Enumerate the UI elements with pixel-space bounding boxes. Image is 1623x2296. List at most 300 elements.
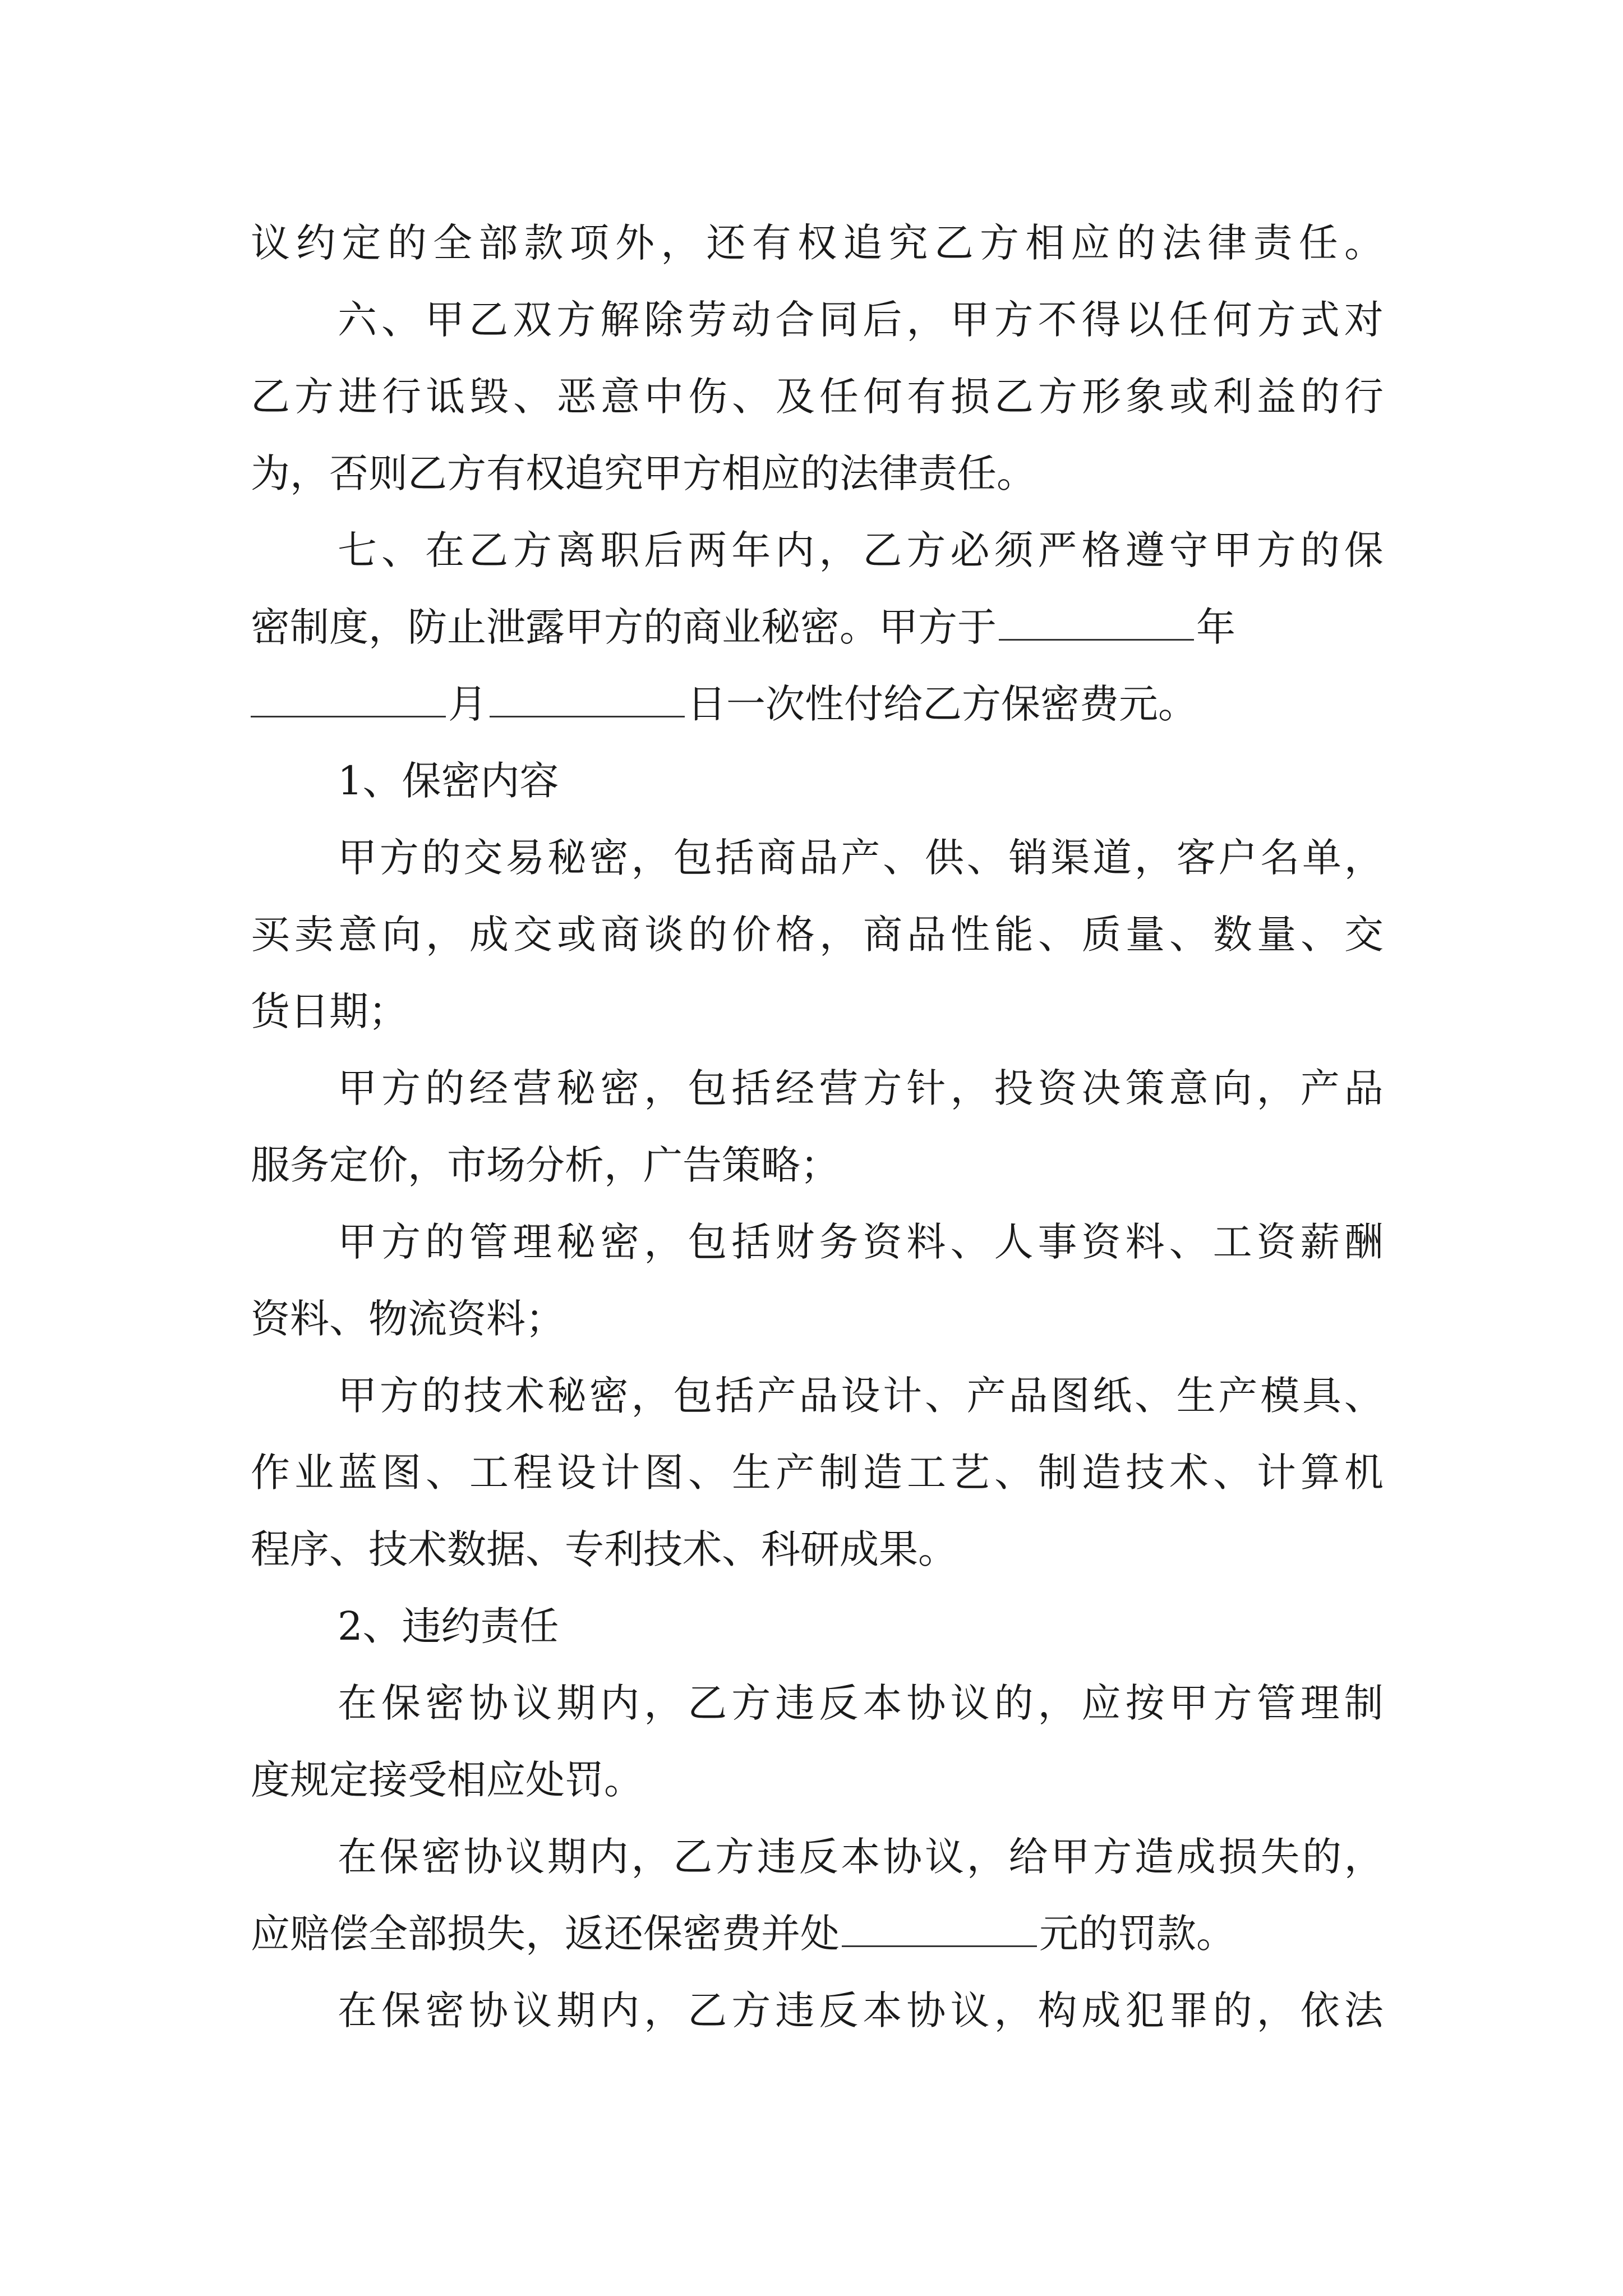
text-char: 本 bbox=[841, 1834, 880, 1880]
text-char: 人 bbox=[994, 1219, 1034, 1265]
text-char: 违 bbox=[775, 1987, 815, 2033]
text-char: 方 bbox=[381, 1065, 421, 1111]
text-char: 方 bbox=[980, 220, 1019, 266]
text-char: 协 bbox=[906, 1680, 946, 1726]
text-char: 方 bbox=[556, 297, 596, 343]
text-char: 料 bbox=[1125, 1219, 1165, 1265]
text-char: 协 bbox=[906, 1987, 946, 2033]
text-char: 制 bbox=[819, 1450, 859, 1496]
text-char: 甲 bbox=[1169, 1680, 1209, 1726]
text-char: 法 bbox=[1344, 1987, 1384, 2033]
text-char: 、 bbox=[883, 835, 923, 881]
text-char: 依 bbox=[1300, 1987, 1340, 2033]
text-char: 、 bbox=[1344, 1373, 1384, 1419]
text-char: ， bbox=[819, 527, 859, 573]
text-segment: 日一次性付给乙方保密费元。 bbox=[687, 681, 1197, 727]
text-line: 度规定接受相应处罚。 bbox=[251, 1757, 643, 1803]
text-char: 约 bbox=[296, 220, 336, 266]
text-line: 程序、技术数据、专利技术、科研成果。 bbox=[251, 1526, 957, 1572]
text-char: 式 bbox=[1300, 297, 1340, 343]
text-char: 方 bbox=[994, 297, 1034, 343]
text-char: 谈 bbox=[644, 912, 684, 958]
text-char: 议 bbox=[513, 1987, 552, 2033]
text-char: 艺 bbox=[951, 1450, 990, 1496]
text-char: 计 bbox=[601, 1450, 640, 1496]
text-char: 括 bbox=[731, 1219, 771, 1265]
text-char: 方 bbox=[1212, 1680, 1252, 1726]
text-char: 协 bbox=[463, 1834, 503, 1880]
text-char: 、 bbox=[1169, 1219, 1209, 1265]
text-char: 产 bbox=[966, 1373, 1006, 1419]
text-char: 方 bbox=[863, 1065, 902, 1111]
text-char: 量 bbox=[1126, 912, 1165, 958]
text-char: 产 bbox=[841, 835, 880, 881]
text-char: 图 bbox=[644, 1450, 684, 1496]
text-char: 设 bbox=[841, 1373, 880, 1419]
text-char: 道 bbox=[1092, 835, 1132, 881]
text-char: 方 bbox=[379, 1373, 419, 1419]
text-segment: 年 bbox=[1196, 604, 1235, 650]
text-char: 按 bbox=[1125, 1680, 1165, 1726]
text-char: 两 bbox=[688, 527, 727, 573]
text-segment: 月 bbox=[448, 681, 487, 727]
text-char: 营 bbox=[819, 1065, 859, 1111]
text-char: 罪 bbox=[1169, 1987, 1209, 2033]
text-char: 、 bbox=[924, 1373, 964, 1419]
text-char: 的 bbox=[421, 1373, 461, 1419]
text-char: ， bbox=[644, 1987, 684, 2033]
text-char: 方 bbox=[1256, 297, 1296, 343]
text-char: 后 bbox=[863, 297, 902, 343]
text-char: 经 bbox=[775, 1065, 815, 1111]
text-line bbox=[251, 670, 1384, 738]
text-char: 的 bbox=[688, 912, 727, 958]
section-heading: 1、保密内容 bbox=[338, 758, 559, 804]
text-char: ， bbox=[906, 297, 946, 343]
text-char: 程 bbox=[513, 1450, 552, 1496]
text-char: 工 bbox=[1212, 1219, 1252, 1265]
text-char: 七 bbox=[338, 527, 377, 573]
text-char: 甲 bbox=[1050, 1834, 1090, 1880]
text-char: 在 bbox=[338, 1680, 377, 1726]
text-char: 包 bbox=[688, 1065, 727, 1111]
text-segment: 应赔偿全部损失，返还保密费并处 bbox=[251, 1911, 840, 1957]
text-char: 括 bbox=[715, 835, 755, 881]
text-char: 必 bbox=[950, 527, 990, 573]
text-char: 在 bbox=[338, 1987, 377, 2033]
text-char: 格 bbox=[1081, 527, 1121, 573]
text-char: 乙 bbox=[994, 374, 1034, 420]
text-char: 方 bbox=[715, 1834, 755, 1880]
text-char: 的 bbox=[994, 1680, 1034, 1726]
text-char: 决 bbox=[1081, 1065, 1121, 1111]
text-char: 的 bbox=[1301, 374, 1340, 420]
text-char: 工 bbox=[469, 1450, 509, 1496]
text-char: 密 bbox=[425, 1987, 465, 2033]
text-char: 生 bbox=[732, 1450, 771, 1496]
text-char: 反 bbox=[819, 1987, 859, 2033]
text-char: 方 bbox=[731, 1987, 771, 2033]
text-char: 设 bbox=[557, 1450, 596, 1496]
text-char: 算 bbox=[1301, 1450, 1340, 1496]
text-char: 法 bbox=[1162, 220, 1201, 266]
text-char: 品 bbox=[1344, 1065, 1384, 1111]
text-char: 违 bbox=[775, 1680, 815, 1726]
text-char: 同 bbox=[819, 297, 859, 343]
text-char: 事 bbox=[1038, 1219, 1077, 1265]
text-char: 守 bbox=[1169, 527, 1209, 573]
text-char: 伤 bbox=[688, 374, 727, 420]
text-char: 乙 bbox=[469, 297, 509, 343]
text-char: 议 bbox=[950, 1987, 990, 2033]
text-char: 方 bbox=[513, 527, 552, 573]
text-char: 计 bbox=[1257, 1450, 1296, 1496]
text-char: 模 bbox=[1260, 1373, 1300, 1419]
text-char: 保 bbox=[1344, 527, 1384, 573]
text-char: 管 bbox=[1256, 1680, 1296, 1726]
text-char: 甲 bbox=[338, 1373, 377, 1419]
text-char: 议 bbox=[505, 1834, 545, 1880]
text-char: 交 bbox=[1344, 912, 1384, 958]
text-char: 技 bbox=[1126, 1450, 1165, 1496]
text-char: 议 bbox=[924, 1834, 964, 1880]
text-char: ， bbox=[644, 1680, 684, 1726]
text-char: 资 bbox=[1038, 1065, 1077, 1111]
text-char: 、 bbox=[1134, 1373, 1174, 1419]
text-char: 本 bbox=[863, 1987, 902, 2033]
text-char: 户 bbox=[1218, 835, 1258, 881]
text-char: 期 bbox=[547, 1834, 587, 1880]
text-char: 内 bbox=[600, 1680, 640, 1726]
text-char: 乙 bbox=[688, 1680, 727, 1726]
text-char: 的 bbox=[1302, 1834, 1341, 1880]
text-char: 协 bbox=[469, 1680, 509, 1726]
text-char: 款 bbox=[524, 220, 564, 266]
text-char: ， bbox=[994, 1987, 1034, 2033]
text-char: 供 bbox=[924, 835, 964, 881]
text-char: 投 bbox=[994, 1065, 1034, 1111]
text-char: ， bbox=[644, 1219, 684, 1265]
text-char: ， bbox=[819, 912, 859, 958]
text-char: 成 bbox=[469, 912, 509, 958]
text-char: 内 bbox=[775, 527, 815, 573]
text-line bbox=[338, 1823, 1384, 1890]
text-line bbox=[251, 1439, 1384, 1506]
text-char: 价 bbox=[732, 912, 771, 958]
text-char: 密 bbox=[600, 1065, 640, 1111]
text-char: 部 bbox=[478, 220, 518, 266]
text-char: 术 bbox=[1169, 1450, 1209, 1496]
text-char: 纸 bbox=[1092, 1373, 1132, 1419]
text-char: 违 bbox=[757, 1834, 796, 1880]
text-char: 不 bbox=[1038, 297, 1077, 343]
text-char: ， bbox=[631, 1373, 671, 1419]
text-char: 产 bbox=[1300, 1065, 1340, 1111]
text-char: 须 bbox=[994, 527, 1034, 573]
text-char: 资 bbox=[1256, 1219, 1296, 1265]
text-char: 年 bbox=[731, 527, 771, 573]
text-char: ， bbox=[644, 1065, 684, 1111]
text-char: 成 bbox=[1176, 1834, 1216, 1880]
text-char: 的 bbox=[425, 1219, 465, 1265]
clause-six-line bbox=[338, 286, 1384, 353]
text-char: 具 bbox=[1302, 1373, 1341, 1419]
text-char: 保 bbox=[379, 1834, 419, 1880]
text-char: 名 bbox=[1260, 835, 1300, 881]
text-char: 本 bbox=[863, 1680, 902, 1726]
text-char: 的 bbox=[1300, 527, 1340, 573]
text-char: 任 bbox=[1298, 220, 1338, 266]
text-char: 性 bbox=[951, 912, 990, 958]
text-char: 包 bbox=[688, 1219, 727, 1265]
text-char: ， bbox=[966, 1834, 1006, 1880]
text-char: 方 bbox=[1256, 527, 1296, 573]
text-char: 易 bbox=[505, 835, 545, 881]
text-char: 乙 bbox=[934, 220, 974, 266]
text-char: 、 bbox=[513, 374, 552, 420]
text-char: ， bbox=[426, 912, 465, 958]
text-char: 严 bbox=[1038, 527, 1077, 573]
text-char: 甲 bbox=[338, 1219, 377, 1265]
text-line: 货日期； bbox=[251, 988, 408, 1034]
text-char: 恶 bbox=[557, 374, 596, 420]
text-char: 业 bbox=[294, 1450, 334, 1496]
text-char: 及 bbox=[776, 374, 815, 420]
text-char: 卖 bbox=[294, 912, 334, 958]
text-char: 交 bbox=[463, 835, 503, 881]
text-char: 协 bbox=[469, 1987, 509, 2033]
text-char: 针 bbox=[906, 1065, 946, 1111]
text-char: 商 bbox=[757, 835, 796, 881]
text-char: 机 bbox=[1344, 1450, 1384, 1496]
text-char: 营 bbox=[513, 1065, 552, 1111]
text-char: 究 bbox=[888, 220, 928, 266]
text-char: 方 bbox=[294, 374, 334, 420]
text-char: 、 bbox=[381, 527, 421, 573]
text-line bbox=[251, 593, 1384, 661]
text-char: 离 bbox=[556, 527, 596, 573]
text-char: 酬 bbox=[1344, 1219, 1384, 1265]
text-char: 生 bbox=[1176, 1373, 1216, 1419]
text-char: 职 bbox=[600, 527, 640, 573]
text-char: 意 bbox=[601, 374, 640, 420]
text-char: 合 bbox=[775, 297, 815, 343]
text-char: 、 bbox=[994, 1450, 1034, 1496]
text-char: 形 bbox=[1082, 374, 1121, 420]
text-char: 造 bbox=[1134, 1834, 1174, 1880]
text-char: 、 bbox=[1038, 912, 1077, 958]
text-char: 能 bbox=[994, 912, 1034, 958]
text-char: 议 bbox=[950, 1680, 990, 1726]
text-char: 、 bbox=[732, 374, 771, 420]
text-char: 单 bbox=[1302, 835, 1341, 881]
text-char: 向 bbox=[382, 912, 421, 958]
text-char: 造 bbox=[1082, 1450, 1121, 1496]
text-line bbox=[338, 1208, 1384, 1276]
text-char: 在 bbox=[425, 527, 465, 573]
text-char: 行 bbox=[1344, 374, 1384, 420]
text-char: 乙 bbox=[469, 527, 509, 573]
text-char: 甲 bbox=[338, 1065, 377, 1111]
text-char: 何 bbox=[863, 374, 902, 420]
text-char: 乙 bbox=[863, 527, 902, 573]
text-char: 益 bbox=[1257, 374, 1296, 420]
text-char: 遵 bbox=[1125, 527, 1165, 573]
text-char: 的 bbox=[421, 835, 461, 881]
text-char: 应 bbox=[1081, 1680, 1121, 1726]
text-char: 反 bbox=[819, 1680, 859, 1726]
text-char: 方 bbox=[1038, 374, 1077, 420]
text-char: 品 bbox=[907, 912, 946, 958]
text-char: 议 bbox=[251, 220, 290, 266]
text-segment: 密制度，防止泄露甲方的商业秘密。甲方于 bbox=[251, 604, 997, 650]
text-char: 销 bbox=[1008, 835, 1048, 881]
section-heading: 2、违约责任 bbox=[338, 1603, 559, 1649]
text-char: ， bbox=[1344, 1834, 1384, 1880]
text-char: 、 bbox=[966, 835, 1006, 881]
text-char: 商 bbox=[863, 912, 902, 958]
text-char: 买 bbox=[251, 912, 290, 958]
text-char: 得 bbox=[1081, 297, 1121, 343]
text-char: 律 bbox=[1207, 220, 1247, 266]
text-char: 或 bbox=[1169, 374, 1209, 420]
text-line bbox=[338, 1055, 1384, 1122]
text-char: 资 bbox=[1081, 1219, 1121, 1265]
text-char: 资 bbox=[863, 1219, 902, 1265]
text-char: 财 bbox=[775, 1219, 815, 1265]
text-char: 进 bbox=[338, 374, 377, 420]
text-char: 密 bbox=[589, 835, 629, 881]
text-char: 还 bbox=[706, 220, 746, 266]
text-char: 包 bbox=[673, 1373, 713, 1419]
text-char: 薪 bbox=[1300, 1219, 1340, 1265]
text-char: 失 bbox=[1260, 1834, 1300, 1880]
text-char: 协 bbox=[883, 1834, 923, 1880]
text-char: 在 bbox=[338, 1834, 377, 1880]
text-char: 何 bbox=[1212, 297, 1252, 343]
text-char: 客 bbox=[1176, 835, 1216, 881]
text-char: 质 bbox=[1082, 912, 1121, 958]
text-char: 给 bbox=[1008, 1834, 1048, 1880]
text-char: 计 bbox=[883, 1373, 923, 1419]
text-char: 制 bbox=[1038, 1450, 1077, 1496]
text-line: 服务定价，市场分析，广告策略； bbox=[251, 1142, 840, 1188]
text-char: ， bbox=[631, 835, 671, 881]
text-char: 品 bbox=[799, 835, 838, 881]
text-char: 期 bbox=[556, 1987, 596, 2033]
text-char: 保 bbox=[381, 1680, 421, 1726]
text-char: 括 bbox=[731, 1065, 771, 1111]
text-line bbox=[338, 1977, 1384, 2044]
text-line bbox=[338, 1362, 1384, 1429]
text-char: 犯 bbox=[1125, 1987, 1165, 2033]
text-char: ， bbox=[661, 220, 700, 266]
text-char: 工 bbox=[907, 1450, 946, 1496]
text-char: 内 bbox=[600, 1987, 640, 2033]
text-char: ， bbox=[631, 1834, 671, 1880]
text-line bbox=[251, 209, 1384, 277]
text-char: 秘 bbox=[547, 835, 587, 881]
text-char: 毁 bbox=[469, 374, 509, 420]
text-char: 诋 bbox=[426, 374, 465, 420]
text-char: 项 bbox=[569, 220, 609, 266]
blank-field-amount bbox=[842, 1906, 1037, 1947]
text-char: 产 bbox=[757, 1373, 796, 1419]
text-char: 意 bbox=[1169, 1065, 1209, 1111]
text-char: 有 bbox=[907, 374, 946, 420]
text-char: 、 bbox=[1213, 1450, 1252, 1496]
text-char: 任 bbox=[819, 374, 859, 420]
text-char: 利 bbox=[1213, 374, 1252, 420]
text-char: 象 bbox=[1126, 374, 1165, 420]
text-char: 技 bbox=[463, 1373, 503, 1419]
text-char: 有 bbox=[751, 220, 791, 266]
text-char: 品 bbox=[1008, 1373, 1048, 1419]
text-char: 方 bbox=[379, 835, 419, 881]
text-char: 渠 bbox=[1050, 835, 1090, 881]
text-line bbox=[338, 1669, 1384, 1737]
text-char: 交 bbox=[513, 912, 552, 958]
text-char: 产 bbox=[776, 1450, 815, 1496]
text-char: 乙 bbox=[688, 1987, 727, 2033]
text-char: 甲 bbox=[950, 297, 990, 343]
text-char: 秘 bbox=[547, 1373, 587, 1419]
text-char: 意 bbox=[338, 912, 377, 958]
text-char: 经 bbox=[469, 1065, 509, 1111]
text-char: 蓝 bbox=[338, 1450, 377, 1496]
text-line bbox=[251, 1900, 1384, 1967]
text-char: 乙 bbox=[673, 1834, 713, 1880]
text-char: 劳 bbox=[688, 297, 727, 343]
text-char: 成 bbox=[1081, 1987, 1121, 2033]
text-char: 甲 bbox=[1212, 527, 1252, 573]
text-char: 的 bbox=[1212, 1987, 1252, 2033]
text-char: 产 bbox=[1218, 1373, 1258, 1419]
text-char: 品 bbox=[799, 1373, 838, 1419]
text-char: 密 bbox=[425, 1680, 465, 1726]
text-char: 、 bbox=[950, 1219, 990, 1265]
text-char: 包 bbox=[673, 835, 713, 881]
text-char: 数 bbox=[1213, 912, 1252, 958]
text-char: 理 bbox=[1300, 1680, 1340, 1726]
text-char: 策 bbox=[1125, 1065, 1165, 1111]
text-char: 甲 bbox=[425, 297, 465, 343]
text-char: 密 bbox=[421, 1834, 461, 1880]
text-line: 为，否则乙方有权追究甲方相应的法律责任。 bbox=[251, 450, 1036, 496]
text-char: 期 bbox=[556, 1680, 596, 1726]
text-char: 图 bbox=[382, 1450, 421, 1496]
text-char: 图 bbox=[1050, 1373, 1090, 1419]
text-char: 乙 bbox=[251, 374, 290, 420]
text-char: 相 bbox=[1025, 220, 1065, 266]
text-char: 应 bbox=[1071, 220, 1110, 266]
text-char: 除 bbox=[644, 297, 684, 343]
text-char: 行 bbox=[382, 374, 421, 420]
text-char: 向 bbox=[1212, 1065, 1252, 1111]
text-char: 。 bbox=[1344, 220, 1384, 266]
blank-field-day bbox=[490, 677, 685, 717]
text-char: 方 bbox=[1092, 1834, 1132, 1880]
text-line bbox=[251, 901, 1384, 968]
text-segment: 元的罚款。 bbox=[1039, 1911, 1235, 1957]
text-char: 造 bbox=[863, 1450, 902, 1496]
text-char: 方 bbox=[906, 527, 946, 573]
text-char: 术 bbox=[505, 1373, 545, 1419]
blank-field-blank bbox=[251, 677, 446, 717]
text-char: 损 bbox=[951, 374, 990, 420]
text-char: 追 bbox=[843, 220, 883, 266]
text-char: ， bbox=[1038, 1680, 1077, 1726]
